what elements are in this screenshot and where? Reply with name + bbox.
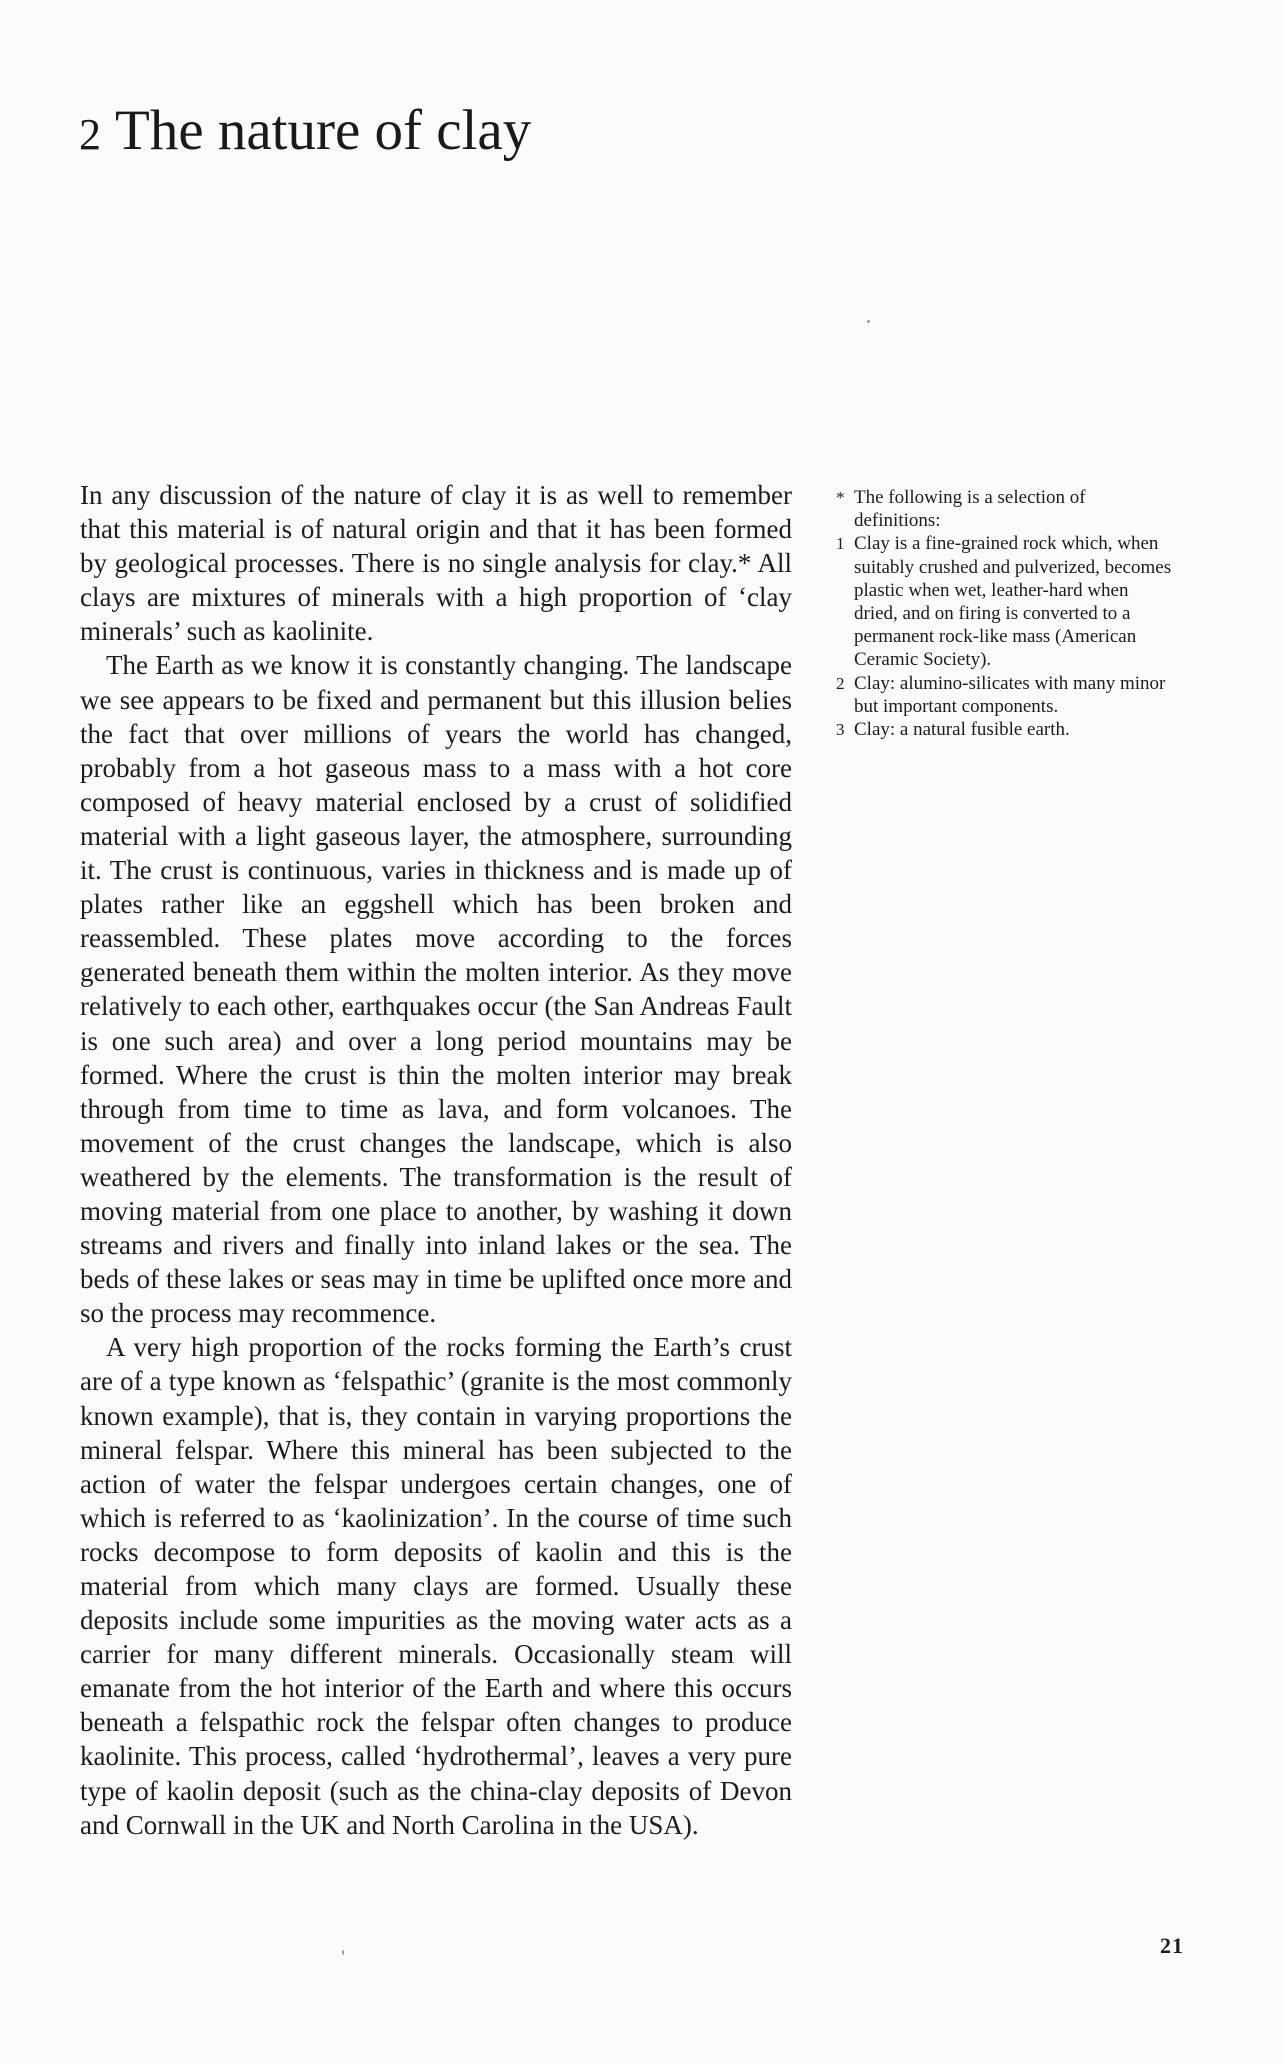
footnote-text: Clay: a natural fusible earth.	[854, 719, 1070, 741]
body-paragraph: In any discussion of the nature of clay it is as well to remember that this material is of natural origin and that it has been formed by geological processes. There is no single analysis for clay.* All clays are mixtures of minerals with a high proportion of ‘clay minerals’ such as kaolinite.	[80, 480, 792, 647]
footnote-column	[836, 486, 1176, 741]
footnote-item	[836, 532, 1176, 671]
footnote-item	[836, 672, 1176, 718]
chapter-heading	[79, 100, 531, 163]
footnote-number: 2	[836, 673, 845, 693]
footnote-item	[836, 718, 1176, 741]
paper-speck	[867, 320, 870, 323]
footnote-number: 3	[836, 720, 845, 740]
footnote-number: 1	[836, 534, 845, 554]
body-paragraph: A very high proportion of the rocks forming the Earth’s crust are of a type known as ‘felspathic’ (granite is the most commonly known example), that is, they contain in varying proportions the mineral felspar. Where this mineral has been subjected to the action of water the felspar undergoes certain changes, one of which is referred to as ‘kaolinization’. In the course of time such rocks decompose to form deposits of kaolin and this is the material from which many clays are formed. Usually these deposits include some impurities as the moving water acts as a carrier for many different minerals. Occasionally steam will emanate from the hot interior of the Earth and where this occurs beneath a felspathic rock the felspar often changes to produce kaolinite. This process, called ‘hydrothermal’, leaves a very pure type of kaolin deposit (such as the china-clay deposits of Devon and Cornwall in the UK and North Carolina in the USA).	[80, 1332, 792, 1840]
footnote-asterisk: *	[836, 488, 845, 507]
page-number: 21	[1160, 1933, 1184, 1958]
main-text-column	[80, 478, 792, 1842]
footnote-intro-text: The following is a selection of definitions:	[854, 487, 1086, 532]
chapter-number: 2	[79, 110, 101, 159]
footnote-text: Clay is a fine-grained rock which, when suitably crushed and pulverized, becomes plastic when wet, leather-hard when dried, and on firing is converted to a permanent rock-like mass (American Ceramic Society).	[854, 533, 1172, 671]
footnote-intro	[836, 486, 1176, 532]
body-paragraph: The Earth as we know it is constantly changing. The landscape we see appears to be fixed and permanent but this illusion belies the fact that over millions of years the world has changed, probably from a hot gaseous mass to a mass with a hot core composed of heavy material enclosed by a crust of solidified material with a light gaseous layer, the atmosphere, surrounding it. The crust is continuous, varies in thickness and is made up of plates rather like an eggshell which has been broken and reassembled. These plates move according to the forces generated beneath them within the molten interior. As they move relatively to each other, earthquakes occur (the San Andreas Fault is one such area) and over a long period mountains may be formed. Where the crust is thin the molten interior may break through from time to time as lava, and form volcanoes. The movement of the crust changes the landscape, which is also weathered by the elements. The transformation is the result of moving material from one place to another, by washing it down streams and rivers and finally into inland lakes or the sea. The beds of these lakes or seas may in time be uplifted once more and so the process may recommence.	[80, 650, 792, 1329]
chapter-title: The nature of clay	[115, 99, 532, 162]
footnote-text: Clay: alumino-silicates with many minor but important components.	[854, 672, 1166, 717]
paper-speck	[342, 1950, 344, 1955]
